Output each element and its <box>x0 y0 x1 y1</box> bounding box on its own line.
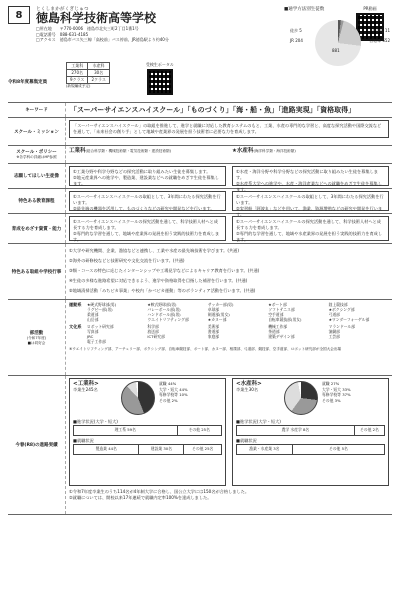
clubs-sub: (令和7年度) <box>26 335 47 340</box>
kogyo-top <box>73 381 222 415</box>
cap-suisan-people: 30名 <box>88 70 109 77</box>
legend-sonota: その他 11 <box>371 28 390 33</box>
club-item: 家庭部 <box>207 334 220 339</box>
legend-toho: 徒歩 5 <box>290 28 302 33</box>
club-item: 柔道部 <box>87 312 99 317</box>
features-section <box>8 243 392 299</box>
kogyo-shushoku-bar: 製造業 44名 建設業 30名 その他 25名 <box>73 444 222 455</box>
capacity-note: (新規編成予定) <box>66 84 91 88</box>
label-access: □アクセス <box>36 37 56 42</box>
kogyo-pie-legend: 就職 44% 大学・短大 44% 専修学校等 10% その他 2% <box>159 381 188 403</box>
feature-item: ③類・コースの特色に応じたインターンシップや工場見学などによるキャリア教育を行います。(共通) <box>69 268 260 273</box>
club-item: ★ワンダーフォーゲル部 <box>328 317 370 322</box>
club-item: ★軟式野球部(男) <box>147 302 177 307</box>
club-item: ラグビー部(男) <box>87 307 113 312</box>
row-2-label: 育成をめざす資質・能力 <box>8 214 66 243</box>
suisan-top <box>236 381 385 415</box>
feature-item: ①大学や研究機関、企業、漁協などと連携し、工業や水産の最先端技術を学びます。(共通) <box>69 248 240 253</box>
policy-kogyo-head: 工業科(総合科学類・機械技術類・電気技術類・建設技術類) <box>69 148 171 154</box>
club-item: 陸上競技部 <box>328 302 348 307</box>
row-0-content <box>66 164 392 192</box>
suisan-count: 卒業生30名 <box>236 387 259 392</box>
mission-text: 「スーパーサイエンスハイスクール」の取組を推進して、進学と就職に対応した教育システムのもと、工業、水産の専門的な学習と、高度な探究活動や国際交流などを通して、「未来社会の創り手」として地域や産業界の発展を担う技術者に必要な力を育成します。 <box>69 120 389 138</box>
club-item: 美術部 <box>207 324 220 329</box>
club-item: ウエイトリフティング部 <box>147 317 189 322</box>
keyword-text: 「スーパーサイエンスハイスクール」「ものづくり」「海・船・魚」「進路実現」「資格取得」 <box>70 106 356 114</box>
row-1-label: 特色ある教育課程 <box>8 189 66 213</box>
club-item: 電子工作部 <box>87 339 106 344</box>
portal-column <box>120 62 200 102</box>
kogyo-count: 卒業生245名 <box>73 387 98 392</box>
bunka-grid <box>87 324 389 344</box>
suisan-shushoku-bar: 漁業・水産業 3名 その他 5名 <box>236 444 385 455</box>
suisan-title: <水産科> <box>236 381 262 387</box>
undo-grid <box>87 302 389 322</box>
club-item: 写真部 <box>87 329 99 334</box>
cap-head-suisan: 水産科 <box>88 63 109 70</box>
kogyo-title-block <box>73 381 121 415</box>
commute-legend-right <box>369 28 390 44</box>
club-item: 山岳部 <box>87 317 99 322</box>
club-item: 放送部 <box>147 329 159 334</box>
club-item: 建築デザイン部 <box>268 334 295 339</box>
club-item: ハンドボール部(男) <box>147 312 181 317</box>
kogyo-title: <工業科> <box>73 381 99 387</box>
row-1-content <box>66 189 392 217</box>
career-note-1: ①令和7年度卒業生のうち114名が4年制大学に合格し、国公立大学には150名が合格しました。 <box>69 489 250 494</box>
policy-row-1 <box>8 188 392 217</box>
row-0-label: 志願してほしい生徒像 <box>8 164 66 188</box>
club-item: 工芸部 <box>328 334 340 339</box>
career-note-2: ②就職については、開校以来17年連続で就職内定率100%を達成しました。 <box>69 495 212 500</box>
kogyo-shingaku-label: ■進学状況(大学・短大) <box>73 419 118 424</box>
club-item: 剣道部(男女) <box>207 312 230 317</box>
club-item: サッカー部(男) <box>207 302 234 307</box>
suisan-shushoku-label: ■就職状況 <box>236 438 257 443</box>
club-item: ソフトテニス部 <box>268 307 295 312</box>
portal-label: 受検生ポータル <box>145 62 174 67</box>
career-section <box>8 375 392 515</box>
mission-content <box>66 118 392 145</box>
club-item: 書道部 <box>207 329 220 334</box>
club-item: 演劇部 <box>328 329 340 334</box>
commute-legend-left <box>290 28 303 43</box>
clubs-label-text: 部活動 <box>29 330 44 336</box>
club-item: 卓球部 <box>207 307 220 312</box>
career-kogyo <box>69 378 226 486</box>
suisan-pie <box>284 381 318 415</box>
feature-item: ⑤地域清掃活動「みちピカ事業」や校内「かべピカ運動」等のボランティア活動を行います。(共通) <box>69 288 256 293</box>
policy-sub: ※各学科の詳細はHP参照 <box>16 155 57 159</box>
suisan-shingaku-label: ■進学状況(大学・短大) <box>236 419 281 424</box>
cap-suisan-class: 2クラス <box>88 77 109 84</box>
row-1-left: ①スーパーサイエンスハイスクールの取組として、3年間にわたる探究活動を行います。 ②最先端の機器を活用して、ものづくりなどの研究や開発などを行います。 <box>69 191 226 211</box>
club-item: ★ボート部 <box>268 302 287 307</box>
label-phone: □電話番号 <box>36 31 56 37</box>
legend-jitensha: 自転車 652 <box>369 38 390 43</box>
mission-label: スクール・ミッション <box>8 118 66 145</box>
club-item: 空手道部 <box>268 312 284 317</box>
commute-total: 881 <box>332 48 340 53</box>
cap-head-kogyo: 工業科 <box>67 63 88 70</box>
club-item: マランドール部 <box>328 324 356 329</box>
pr-video-label: PR動画 <box>363 6 377 11</box>
address-labels <box>36 26 56 43</box>
club-item: バレーボール部(男) <box>147 307 181 312</box>
career-content <box>66 376 392 514</box>
policy-suisan-head: ★水産科(海洋科学類・海洋技術類) <box>232 148 296 154</box>
club-item: JRC <box>87 334 94 339</box>
row-0-right: ①水産・海洋分野や科学分野などの探究活動に取り組みたい生徒を募集します。 ②水産系大学への進学や、水産・海洋産業などへの就職をめざす生徒を募集します。 <box>232 166 389 186</box>
club-item: 茶道部 <box>268 329 280 334</box>
policy-label <box>8 146 66 163</box>
cap-kogyo-people: 270名 <box>67 70 88 77</box>
cap-kogyo-class: 9クラス <box>67 77 88 84</box>
clubs-bunka <box>69 324 389 344</box>
kogyo-shushoku-label: ■就職状況 <box>73 438 94 443</box>
suisan-pie-legend: 就職 27% 大学・短大 33% 専修学校等 37% その他 3% <box>322 381 351 403</box>
commute-pie-panel <box>284 6 392 96</box>
address-value: 〒770-0006 徳島市北矢三町2丁目1番1号 <box>59 26 139 31</box>
club-item: ICT研究部 <box>147 334 165 339</box>
capacity-label: 令和8年度募集定員 <box>8 80 48 85</box>
club-item: 科学部 <box>147 324 159 329</box>
club-item: 自転車競技部(男女) <box>268 317 302 322</box>
policy-row-2 <box>8 213 392 243</box>
school-name: 徳島科学技術高等学校 <box>36 11 157 25</box>
row-2-left: ①スーパーサイエンスハイスクールの探究活動を通して、科学技術人材へと成長する力を育成します。 ②専門的な学習を通して、地域や産業界の発展を担う実践的技術力を育成します。 <box>69 216 226 241</box>
features-label: 特色ある取組や学校行事 <box>8 244 66 299</box>
row-2-right: ①スーパーサイエンスハイスクールの探究活動を通して、科学技術人材へと成長する力を育成します。 ②専門的な学習を通して、地域や水産業界の発展を担う実践的技術力を育成します。 <box>232 216 389 241</box>
school-ruby: とくしまかがくぎじゅつ <box>36 7 89 12</box>
portal-qr-code[interactable] <box>147 69 173 95</box>
row-0-left: ①工業分野や科学分野などの探究活動に取り組みたい生徒を募集します。 ②地元産業界への進学や、製造業、建設業などへの就職をめざす生徒を募集します。 <box>69 166 226 186</box>
clubs-result: ⑥ウエイトリフティング部、アーチェリー部、ボクシング部、自転車競技部、ボート部、カヌー部、相撲部、弓道部、競技部、空手道部、ロボット研究部が全国大会出場 <box>69 347 342 351</box>
undo-label: 運動系 <box>69 302 82 307</box>
clubs-content <box>66 300 392 375</box>
feature-item: ④生徒の多様な進路希望に対応できるよう、進学や資格取得を目指した補習を行います。(共通) <box>69 278 248 283</box>
clubs-section <box>8 299 392 375</box>
capacity-table-wrap <box>66 62 110 102</box>
career-suisan <box>232 378 389 486</box>
career-columns <box>69 378 389 486</box>
policy-label-text: スクール・ポリシー <box>16 150 57 155</box>
club-item: ロボット研究部 <box>87 324 114 329</box>
club-item: ★硬式野球部(男) <box>87 302 117 307</box>
policy-row-0 <box>8 163 392 192</box>
row-1-right: ①スーパーサイエンスハイスクールの取組として、3年間にわたる探究活動を行います。 ②実習船「阿波丸」などを用いて、漁業、資源増殖などの研究や開発を行います。 <box>232 191 389 211</box>
policy-section <box>8 145 392 163</box>
club-item: ★カヌー部 <box>207 317 227 322</box>
row-2-content <box>66 214 392 243</box>
commute-pie-title: ■通学方法別生徒数 <box>284 7 325 12</box>
phone-value: 088-631-4185 <box>59 31 89 37</box>
capacity-table <box>66 62 110 84</box>
access-value: 徳島市バス矢三線「高校前」バス停前、JR徳島駅より約40分 <box>59 37 169 42</box>
clubs-label <box>8 300 66 375</box>
school-number: 8 <box>8 6 30 24</box>
features-content <box>66 244 392 299</box>
clubs-undo <box>69 302 389 322</box>
keyword-label: キーワード <box>8 103 66 117</box>
policy-heads <box>66 146 392 163</box>
club-item: ★ボクシング部 <box>328 307 355 312</box>
bunka-label: 文化系 <box>69 324 82 329</box>
feature-item: ②海外の研修校などと技術研究や文化交流を行います。(共通) <box>69 258 185 263</box>
career-label: 今春(R8)の進路実績 <box>8 376 66 514</box>
club-item: 弓道部 <box>328 312 340 317</box>
legend-jr: JR 204 <box>290 38 303 43</box>
clubs-note: ■は同好会 <box>27 340 46 345</box>
address-values <box>60 26 220 43</box>
label-address: □所在地 <box>36 26 52 31</box>
suisan-title-block <box>236 381 284 415</box>
commute-pie <box>315 20 361 66</box>
mission-section <box>8 117 392 145</box>
keyword-section <box>8 102 392 117</box>
suisan-shingaku-bar: 農学 水産学 8名 その他 2名 <box>236 425 385 436</box>
kogyo-shingaku-bar: 理工系 59名 その他 25名 <box>73 425 222 436</box>
club-item: 機械工作部 <box>268 324 288 329</box>
kogyo-pie <box>121 381 155 415</box>
